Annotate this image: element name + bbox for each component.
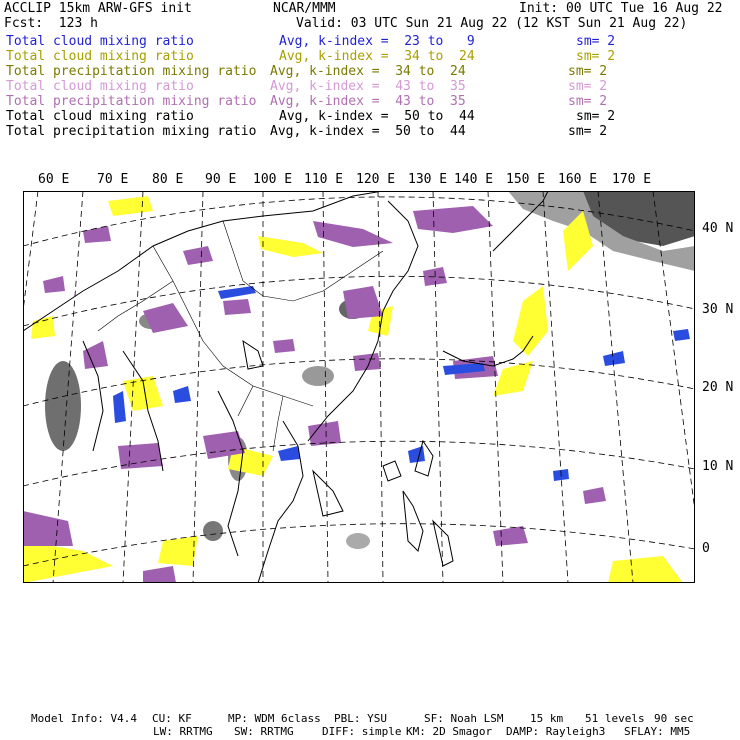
legend-k-index: Avg, k-index = 50 to 44	[270, 124, 466, 139]
legend-field-name: Total precipitation mixing ratio	[6, 64, 257, 79]
latitude-label: 30 N	[702, 302, 734, 317]
latitude-label: 0	[702, 541, 710, 556]
longitude-label: 110 E	[304, 172, 344, 187]
model-info-item: Model Info: V4.4	[31, 712, 137, 725]
legend-row	[0, 94, 740, 109]
legend-k-index: Avg, k-index = 43 to 35	[270, 94, 466, 109]
legend-field-name: Total precipitation mixing ratio	[6, 94, 257, 109]
model-info-item: KM: 2D Smagor	[406, 725, 493, 738]
longitude-label: 150 E	[506, 172, 546, 187]
legend-row	[0, 49, 740, 64]
legend-smoothing: sm= 2	[568, 94, 608, 109]
longitude-label: 100 E	[253, 172, 293, 187]
legend-k-index: Avg, k-index = 34 to 24	[279, 49, 475, 64]
latitude-label: 10 N	[702, 459, 734, 474]
longitude-label: 120 E	[356, 172, 396, 187]
valid-time: Valid: 03 UTC Sun 21 Aug 22 (12 KST Sun 21 Aug 22)	[296, 16, 688, 31]
longitude-label: 130 E	[408, 172, 448, 187]
longitude-label: 60 E	[38, 172, 70, 187]
forecast-map	[23, 191, 695, 583]
longitude-label: 170 E	[612, 172, 652, 187]
longitude-label: 90 E	[205, 172, 237, 187]
legend-field-name: Total precipitation mixing ratio	[6, 124, 257, 139]
model-title: ACCLIP 15km ARW-GFS init	[4, 1, 192, 16]
model-info-item: 15 km	[530, 712, 564, 725]
legend-row	[0, 79, 740, 94]
model-info-item: 90 sec	[654, 712, 694, 725]
legend-row	[0, 109, 740, 124]
legend-smoothing: sm= 2	[568, 124, 608, 139]
model-info-item: CU: KF	[152, 712, 192, 725]
model-info-item: DAMP: Rayleigh3	[506, 725, 606, 738]
legend-k-index: Avg, k-index = 23 to 9	[279, 34, 475, 49]
model-info-item: MP: WDM 6class	[228, 712, 321, 725]
latitude-label: 40 N	[702, 221, 734, 236]
legend-row	[0, 124, 740, 139]
legend-k-index: Avg, k-index = 43 to 35	[270, 79, 466, 94]
longitude-label: 160 E	[558, 172, 598, 187]
model-info-item: 51 levels	[585, 712, 645, 725]
model-info-item: SW: RRTMG	[234, 725, 294, 738]
center-label: NCAR/MMM	[273, 1, 336, 16]
legend-smoothing: sm= 2	[568, 79, 608, 94]
legend-field-name: Total cloud mixing ratio	[6, 34, 194, 49]
legend-field-name: Total cloud mixing ratio	[6, 109, 194, 124]
legend-k-index: Avg, k-index = 50 to 44	[279, 109, 475, 124]
legend-smoothing: sm= 2	[568, 64, 608, 79]
model-info-item: DIFF: simple	[322, 725, 402, 738]
legend-smoothing: sm= 2	[576, 109, 616, 124]
legend-field-name: Total cloud mixing ratio	[6, 49, 194, 64]
longitude-label: 80 E	[152, 172, 184, 187]
legend-row	[0, 64, 740, 79]
model-info-item: SFLAY: MM5	[624, 725, 691, 738]
legend-smoothing: sm= 2	[576, 49, 616, 64]
model-info-item: LW: RRTMG	[153, 725, 213, 738]
legend-k-index: Avg, k-index = 34 to 24	[270, 64, 466, 79]
model-info-item: PBL: YSU	[334, 712, 387, 725]
longitude-label: 140 E	[454, 172, 494, 187]
legend-smoothing: sm= 2	[576, 34, 616, 49]
latitude-label: 20 N	[702, 380, 734, 395]
forecast-hour: Fcst: 123 h	[4, 16, 98, 31]
model-info-item: SF: Noah LSM	[424, 712, 504, 725]
longitude-label: 70 E	[97, 172, 129, 187]
legend-row	[0, 34, 740, 49]
map-background	[23, 191, 695, 583]
init-time: Init: 00 UTC Tue 16 Aug 22	[519, 1, 723, 16]
legend-field-name: Total cloud mixing ratio	[6, 79, 194, 94]
